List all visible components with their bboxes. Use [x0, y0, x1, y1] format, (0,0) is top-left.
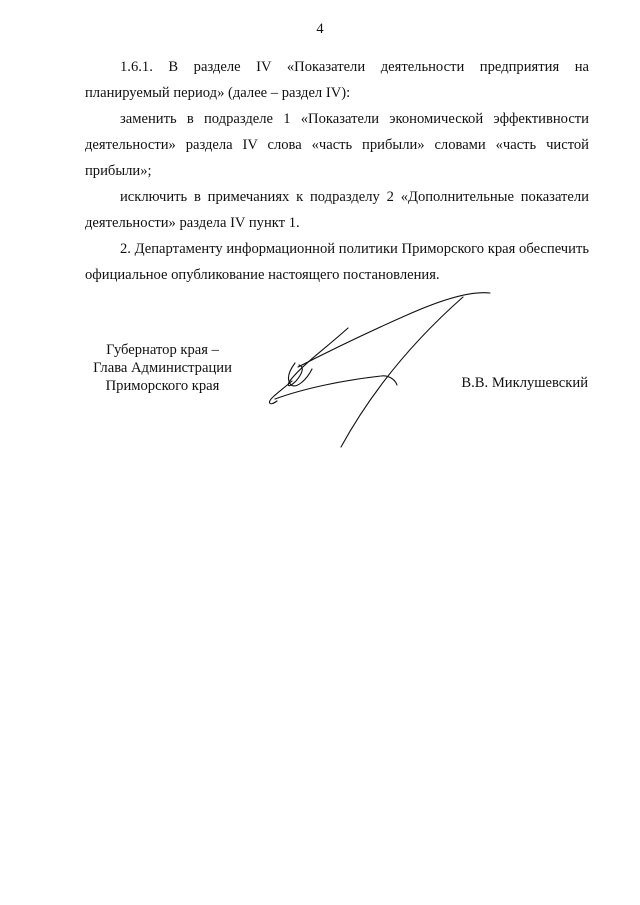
signatory-title [75, 341, 250, 395]
signature-stroke [298, 293, 490, 367]
paragraph-replace: заменить в подразделе 1 «Показатели экономической эффективности деятельности» раздела IV слова «часть прибыли» словами «часть чистой прибыли»; [85, 111, 589, 179]
signer-name: В.В. Миклушевский [461, 375, 588, 391]
handwritten-signature [255, 285, 495, 455]
document-body [85, 54, 589, 288]
paragraph-exclude: исключить в примечаниях к подразделу 2 «Дополнительные показатели деятельности» раздела IV пункт 1. [85, 189, 589, 231]
signature-stroke [341, 297, 463, 447]
paragraph-2: 2. Департаменту информационной политики Приморского края обеспечить официальное опубликование настоящего постановления. [85, 241, 589, 283]
signatory-title-line: Глава Администрации [93, 360, 232, 376]
paragraph-1-6-1: 1.6.1. В разделе IV «Показатели деятельности предприятия на планируемый период» (далее – раздел IV): [85, 59, 589, 101]
signatory-title-line: Приморского края [105, 378, 220, 394]
page-number: 4 [316, 21, 324, 37]
signature-stroke [270, 381, 292, 404]
signatory-title-line: Губернатор края – [106, 342, 219, 358]
